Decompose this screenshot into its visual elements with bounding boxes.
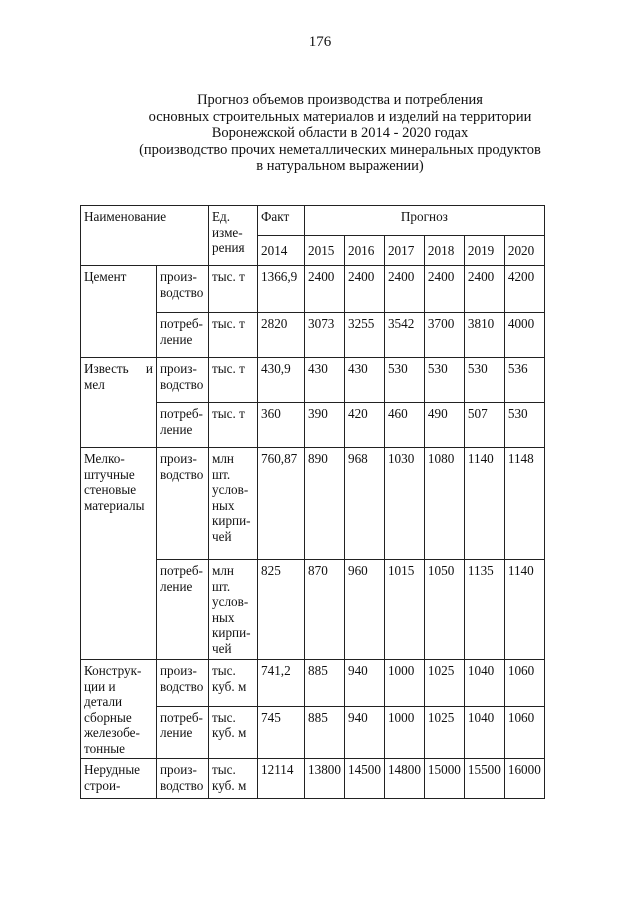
title-line: (производство прочих неметаллических минеральных продуктов xyxy=(139,141,541,158)
title-line: в натуральном выражении) xyxy=(256,158,424,174)
year-cell: 2020 xyxy=(504,236,544,266)
row-unit: тыс. куб. м xyxy=(209,706,258,758)
value-cell: 390 xyxy=(305,403,345,448)
value-cell: 1040 xyxy=(464,706,504,758)
row-unit: млн шт. услов-ных кирпи-чей xyxy=(209,448,258,560)
value-cell: 3073 xyxy=(305,313,345,358)
row-kind: потреб-ление xyxy=(157,403,209,448)
value-cell: 968 xyxy=(344,448,384,560)
value-cell: 741,2 xyxy=(258,660,305,707)
header-forecast: Прогноз xyxy=(305,206,545,236)
row-unit: тыс. т xyxy=(209,313,258,358)
header-unit: Ед. изме-рения xyxy=(209,206,258,266)
header-fact: Факт xyxy=(258,206,305,236)
value-cell: 430,9 xyxy=(258,358,305,403)
row-unit: тыс. т xyxy=(209,266,258,313)
value-cell: 3542 xyxy=(384,313,424,358)
value-cell: 430 xyxy=(305,358,345,403)
group-name: Цемент xyxy=(81,266,157,358)
value-cell: 2400 xyxy=(424,266,464,313)
page-number: 176 xyxy=(308,34,332,50)
value-cell: 507 xyxy=(464,403,504,448)
year-cell: 2016 xyxy=(344,236,384,266)
table-row xyxy=(81,660,545,707)
document-title xyxy=(100,92,580,175)
value-cell: 940 xyxy=(344,660,384,707)
value-cell: 4200 xyxy=(504,266,544,313)
value-cell: 1050 xyxy=(424,560,464,660)
value-cell: 530 xyxy=(384,358,424,403)
row-kind: произ-водство xyxy=(157,759,209,799)
year-cell: 2019 xyxy=(464,236,504,266)
table-row xyxy=(81,358,545,403)
value-cell: 1135 xyxy=(464,560,504,660)
value-cell: 960 xyxy=(344,560,384,660)
value-cell: 1000 xyxy=(384,706,424,758)
value-cell: 420 xyxy=(344,403,384,448)
value-cell: 15500 xyxy=(464,759,504,799)
title-line: основных строительных материалов и изделий на территории xyxy=(148,108,532,125)
value-cell: 1060 xyxy=(504,660,544,707)
value-cell: 1040 xyxy=(464,660,504,707)
row-kind: потреб-ление xyxy=(157,313,209,358)
row-unit: тыс. т xyxy=(209,358,258,403)
row-kind: потреб-ление xyxy=(157,706,209,758)
value-cell: 1015 xyxy=(384,560,424,660)
group-name: Конструк-ции и детали сборные железобе-тонные xyxy=(81,660,157,759)
value-cell: 530 xyxy=(424,358,464,403)
value-cell: 3810 xyxy=(464,313,504,358)
value-cell: 745 xyxy=(258,706,305,758)
group-name: Мелко-штучные стеновые материалы xyxy=(81,448,157,660)
value-cell: 360 xyxy=(258,403,305,448)
value-cell: 2400 xyxy=(384,266,424,313)
value-cell: 460 xyxy=(384,403,424,448)
value-cell: 2400 xyxy=(464,266,504,313)
value-cell: 1140 xyxy=(464,448,504,560)
row-unit: млн шт. услов-ных кирпи-чей xyxy=(209,560,258,660)
forecast-table xyxy=(80,205,545,799)
value-cell: 3255 xyxy=(344,313,384,358)
row-unit: тыс. куб. м xyxy=(209,660,258,707)
value-cell: 885 xyxy=(305,706,345,758)
value-cell: 490 xyxy=(424,403,464,448)
row-kind: произ-водство xyxy=(157,448,209,560)
header-row xyxy=(81,206,545,236)
value-cell: 530 xyxy=(464,358,504,403)
value-cell: 825 xyxy=(258,560,305,660)
value-cell: 16000 xyxy=(504,759,544,799)
value-cell: 1025 xyxy=(424,706,464,758)
value-cell: 13800 xyxy=(305,759,345,799)
row-unit: тыс. куб. м xyxy=(209,759,258,799)
year-cell: 2017 xyxy=(384,236,424,266)
value-cell: 940 xyxy=(344,706,384,758)
year-cell: 2014 xyxy=(258,236,305,266)
value-cell: 15000 xyxy=(424,759,464,799)
row-kind: произ-водство xyxy=(157,266,209,313)
table-row xyxy=(81,266,545,313)
year-cell: 2015 xyxy=(305,236,345,266)
value-cell: 14800 xyxy=(384,759,424,799)
value-cell: 430 xyxy=(344,358,384,403)
value-cell: 1080 xyxy=(424,448,464,560)
group-name: Известь и мел xyxy=(81,358,157,448)
row-kind: произ-водство xyxy=(157,660,209,707)
value-cell: 1060 xyxy=(504,706,544,758)
header-name: Наименование xyxy=(81,206,209,266)
row-kind: произ-водство xyxy=(157,358,209,403)
value-cell: 1366,9 xyxy=(258,266,305,313)
value-cell: 1148 xyxy=(504,448,544,560)
value-cell: 1025 xyxy=(424,660,464,707)
row-kind: потреб-ление xyxy=(157,560,209,660)
value-cell: 14500 xyxy=(344,759,384,799)
table-row xyxy=(81,759,545,799)
value-cell: 2820 xyxy=(258,313,305,358)
value-cell: 1030 xyxy=(384,448,424,560)
title-line: Воронежской области в 2014 - 2020 годах xyxy=(211,125,469,141)
row-unit: тыс. т xyxy=(209,403,258,448)
value-cell: 890 xyxy=(305,448,345,560)
value-cell: 3700 xyxy=(424,313,464,358)
year-cell: 2018 xyxy=(424,236,464,266)
title-line: Прогноз объемов производства и потребления xyxy=(197,92,483,108)
table-row xyxy=(81,448,545,560)
value-cell: 885 xyxy=(305,660,345,707)
value-cell: 2400 xyxy=(305,266,345,313)
value-cell: 4000 xyxy=(504,313,544,358)
value-cell: 1000 xyxy=(384,660,424,707)
value-cell: 1140 xyxy=(504,560,544,660)
value-cell: 536 xyxy=(504,358,544,403)
value-cell: 530 xyxy=(504,403,544,448)
value-cell: 760,87 xyxy=(258,448,305,560)
value-cell: 870 xyxy=(305,560,345,660)
group-name: Нерудные строи- xyxy=(81,759,157,799)
value-cell: 2400 xyxy=(344,266,384,313)
value-cell: 12114 xyxy=(258,759,305,799)
